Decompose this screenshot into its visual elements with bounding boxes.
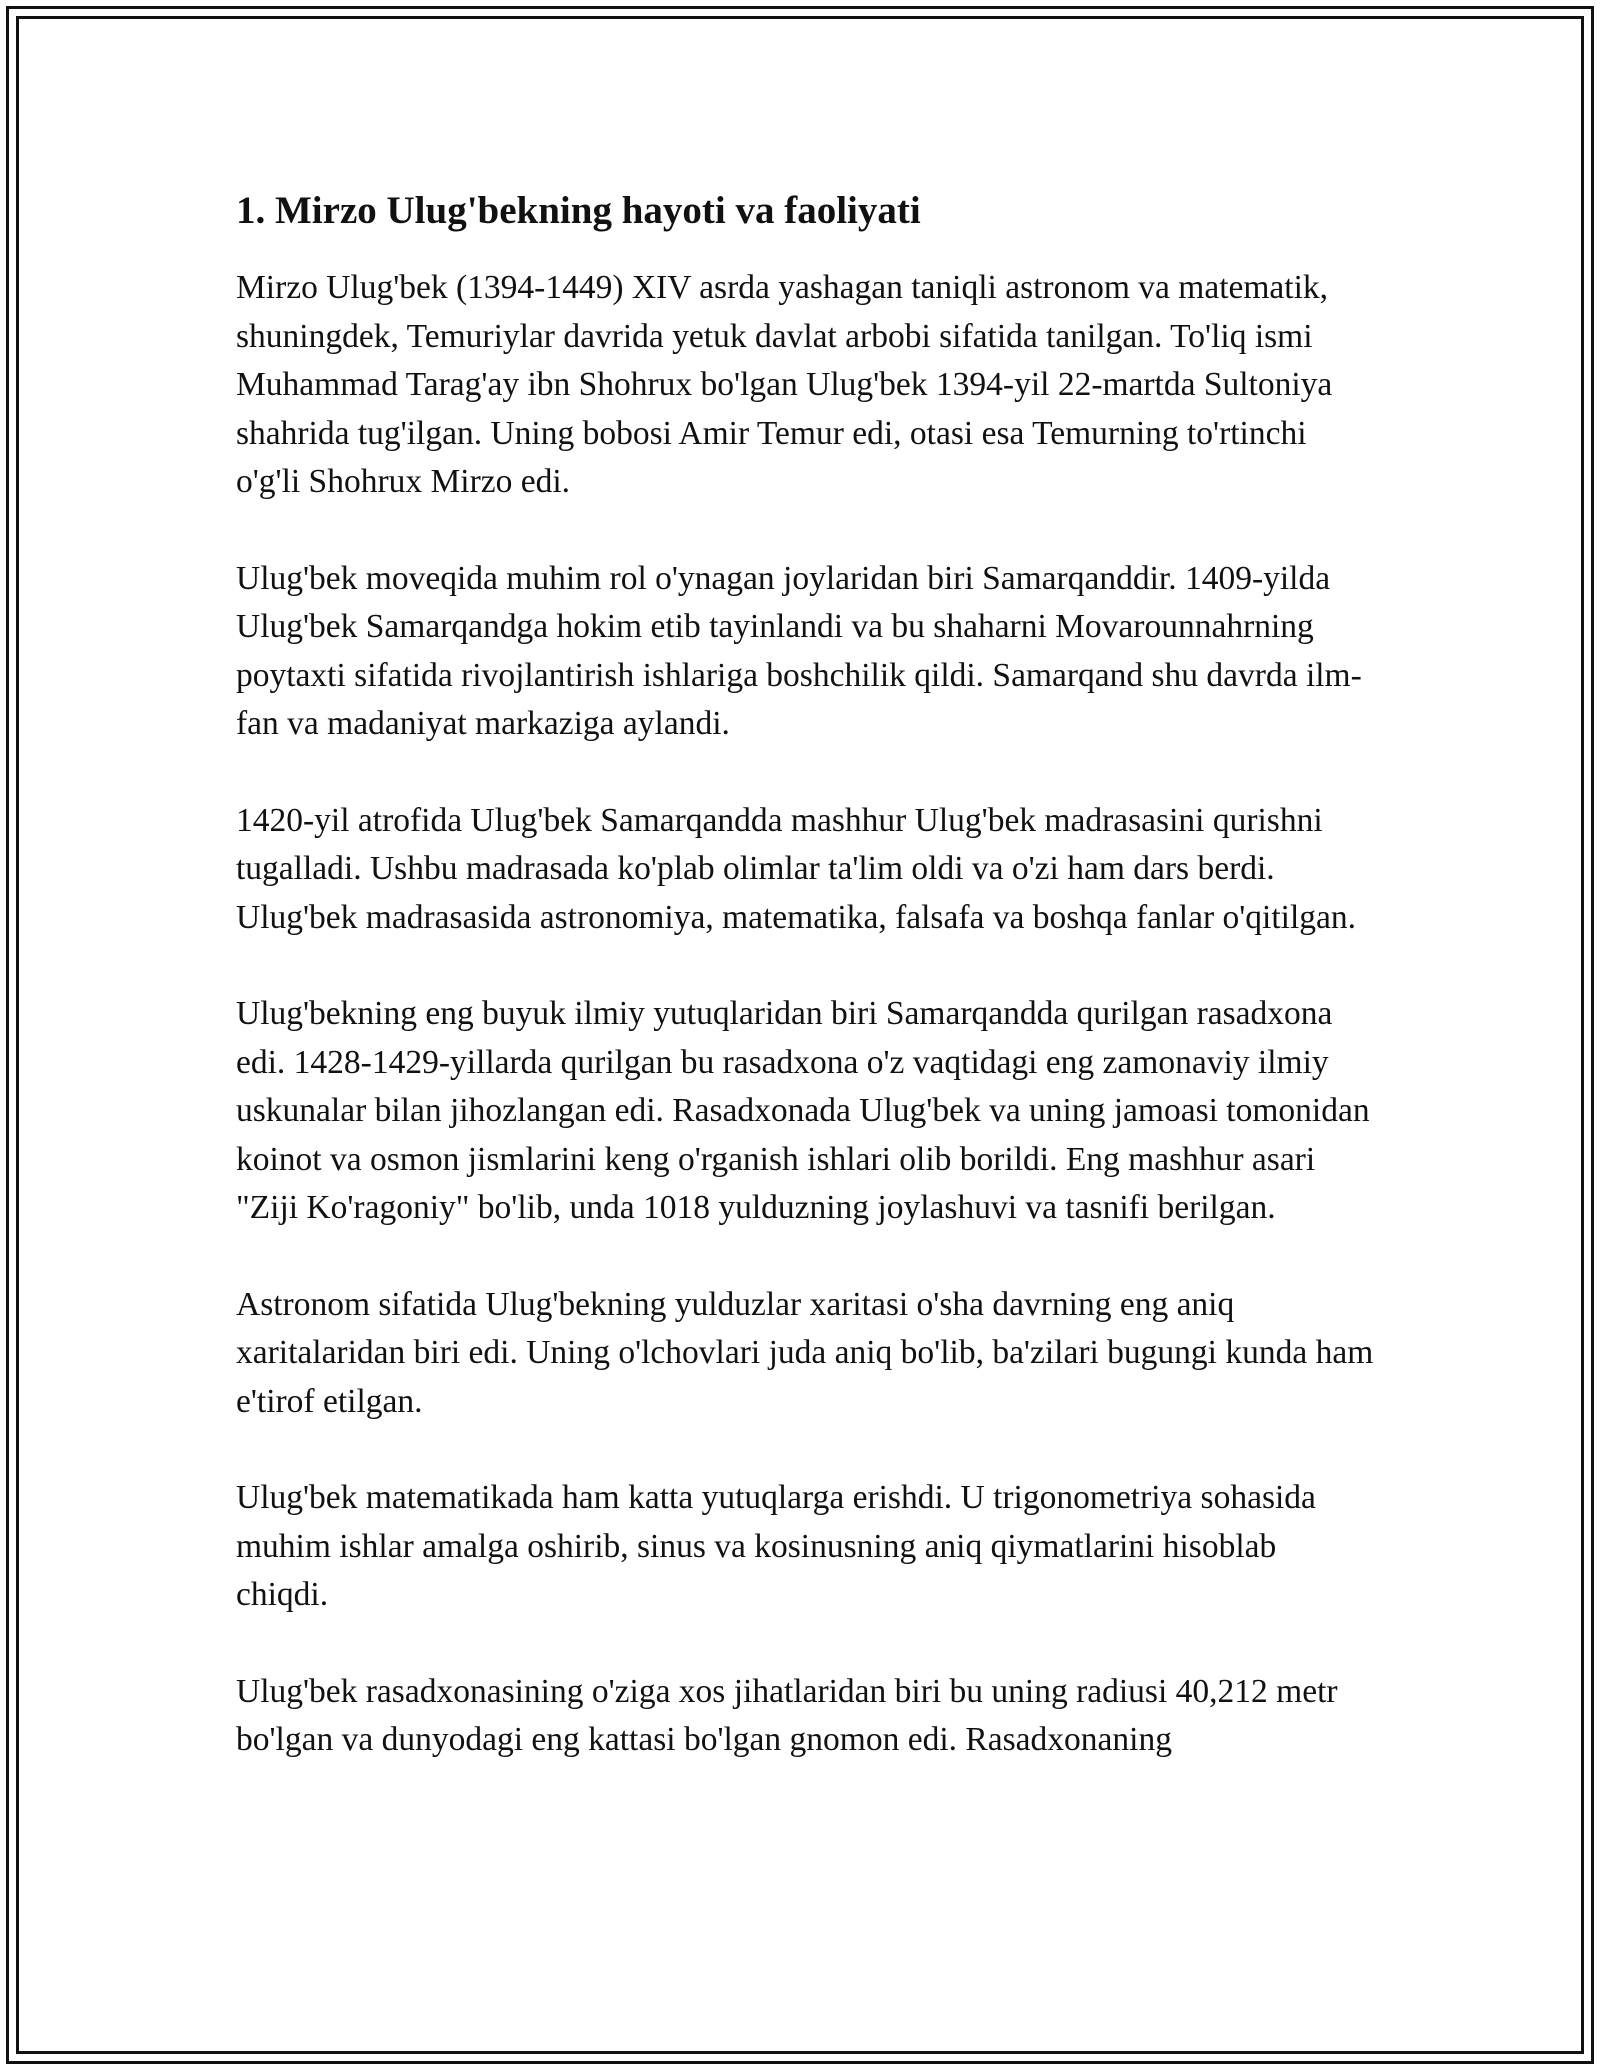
paragraph-7: Ulug'bek rasadxonasining o'ziga xos jihatlaridan biri bu uning radiusi 40,212 metr bo'lgan va dunyodagi eng kattasi bo'lgan gnomon edi. Rasadxonaning (236, 1672, 1338, 1758)
paragraph-6: Ulug'bek matematikada ham katta yutuqlarga erishdi. U trigonometriya sohasida muhim ishlar amalga oshirib, sinus va kosinusning aniq qiymatlarini hisoblab chiqdi. (236, 1479, 1316, 1613)
paragraph-2: Ulug'bek moveqida muhim rol o'ynagan joylaridan biri Samarqanddir. 1409-yilda Ulug'bek Samarqandga hokim etib tayinlandi va bu shaharni Movarounnahrning poytaxti sifatida rivojlantirish ishlariga boshchilik qildi. Samarqand shu davrda ilm-fan va madaniyat markaziga aylandi. (236, 559, 1362, 742)
document-body (236, 186, 1376, 1813)
paragraph-5: Astronom sifatida Ulug'bekning yulduzlar xaritasi o'sha davrning eng aniq xaritalaridan biri edi. Uning o'lchovlari juda aniq bo'lib, ba'zilari bugungi kunda ham e'tirof etilgan. (236, 1285, 1374, 1420)
paragraph-4: Ulug'bekning eng buyuk ilmiy yutuqlaridan biri Samarqandda qurilgan rasadxona edi. 1428-1429-yillarda qurilgan bu rasadxona o'z vaqtidagi eng zamonaviy ilmiy uskunalar bilan jihozlangan edi. Rasadxonada Ulug'bek va uning jamoasi tomonidan koinot va osmon jismlarini keng o'rganish ishlari olib borildi. Eng mashhur asari "Ziji Ko'ragoniy" bo'lib, unda 1018 yulduzning joylashuvi va tasnifi berilgan. (236, 995, 1370, 1226)
paragraph-1: Mirzo Ulug'bek (1394-1449) XIV asrda yashagan taniqli astronom va matematik, shuningdek, Temuriylar davrida yetuk davlat arbobi sifatida tanilgan. To'liq ismi Muhammad Tarag'ay ibn Shohrux bo'lgan Ulug'bek 1394-yil 22-martda Sultoniya shahrida tug'ilgan. Uning bobosi Amir Temur edi, otasi esa Temurning to'rtinchi o'g'li Shohrux Mirzo edi. (236, 269, 1333, 500)
section-heading: 1. Mirzo Ulug'bekning hayoti va faoliyati (236, 189, 921, 232)
paragraph-3: 1420-yil atrofida Ulug'bek Samarqandda mashhur Ulug'bek madrasasini qurishni tugalladi. Ushbu madrasada ko'plab olimlar ta'lim oldi va o'zi ham dars berdi. Ulug'bek madrasasida astronomiya, matematika, falsafa va boshqa fanlar o'qitilgan. (236, 801, 1356, 936)
